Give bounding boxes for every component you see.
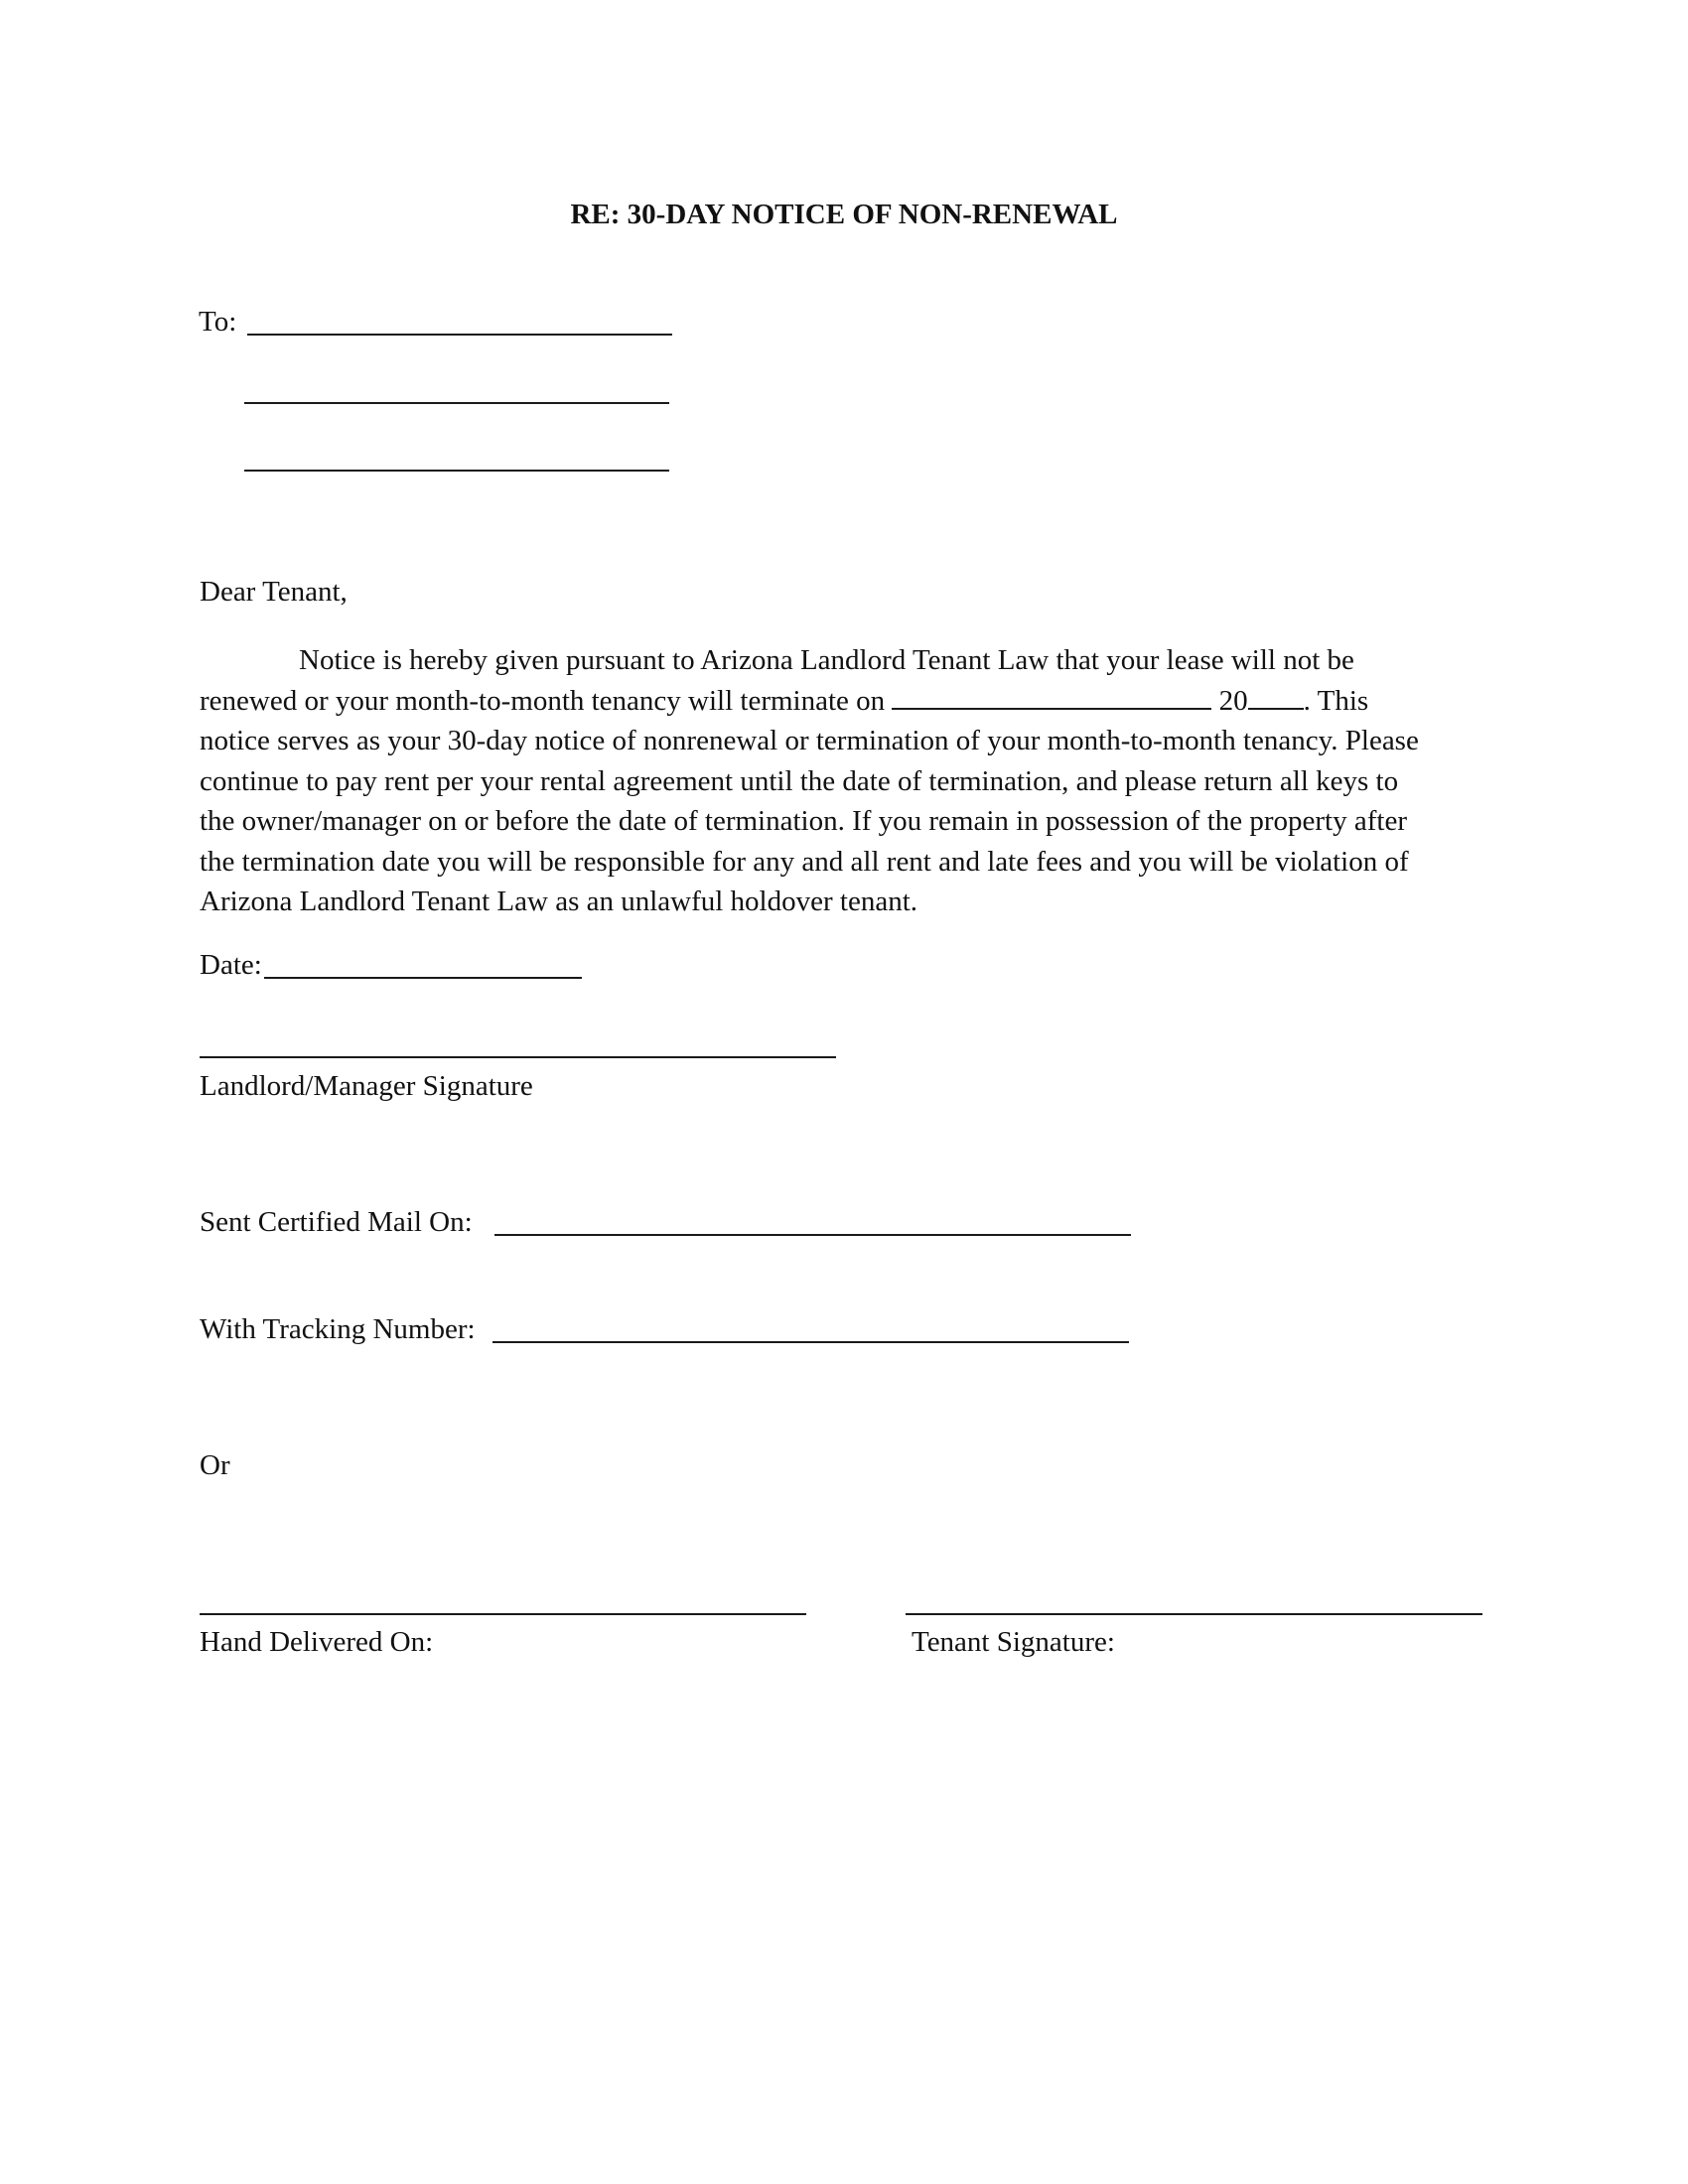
certified-mail-label: Sent Certified Mail On: — [200, 1206, 473, 1238]
landlord-signature-line[interactable] — [200, 1056, 836, 1058]
tracking-number-label: With Tracking Number: — [200, 1313, 476, 1345]
termination-year-blank[interactable] — [1248, 686, 1304, 710]
salutation: Dear Tenant, — [200, 576, 348, 608]
paragraph-line-7: Arizona Landlord Tenant Law as an unlawful holdover tenant. — [200, 886, 918, 917]
date-line[interactable] — [264, 977, 582, 979]
notice-paragraph — [200, 640, 1490, 922]
tenant-signature-label: Tenant Signature: — [912, 1626, 1115, 1658]
to-line-1[interactable] — [247, 334, 672, 336]
to-line-3[interactable] — [244, 470, 669, 472]
hand-delivered-line[interactable] — [200, 1613, 806, 1615]
paragraph-line-6: the termination date you will be responsible for any and all rent and late fees and you will be violation of — [200, 845, 1409, 878]
to-line-2[interactable] — [244, 402, 669, 404]
paragraph-line-2: renewed or your month-to-month tenancy will terminate on 20 . This — [200, 684, 1369, 717]
paragraph-line-4: continue to pay rent per your rental agreement until the date of termination, and please return all keys to — [200, 764, 1399, 797]
paragraph-line-5: the owner/manager on or before the date of termination. If you remain in possession of the property after — [200, 805, 1407, 837]
or-label: Or — [200, 1449, 230, 1481]
termination-date-blank[interactable] — [892, 686, 1211, 710]
document-title: RE: 30-DAY NOTICE OF NON-RENEWAL — [570, 199, 1118, 230]
to-label: To: — [199, 306, 237, 338]
hand-delivered-label: Hand Delivered On: — [200, 1626, 434, 1658]
landlord-signature-label: Landlord/Manager Signature — [200, 1070, 533, 1102]
certified-mail-line[interactable] — [494, 1234, 1131, 1236]
tenant-signature-line[interactable] — [906, 1613, 1482, 1615]
tracking-number-line[interactable] — [492, 1341, 1129, 1343]
date-label: Date: — [200, 949, 262, 981]
paragraph-line-3: notice serves as your 30-day notice of nonrenewal or termination of your month-to-month tenancy. Please — [200, 725, 1419, 756]
paragraph-line-1: Notice is hereby given pursuant to Arizona Landlord Tenant Law that your lease will not be — [299, 644, 1354, 676]
